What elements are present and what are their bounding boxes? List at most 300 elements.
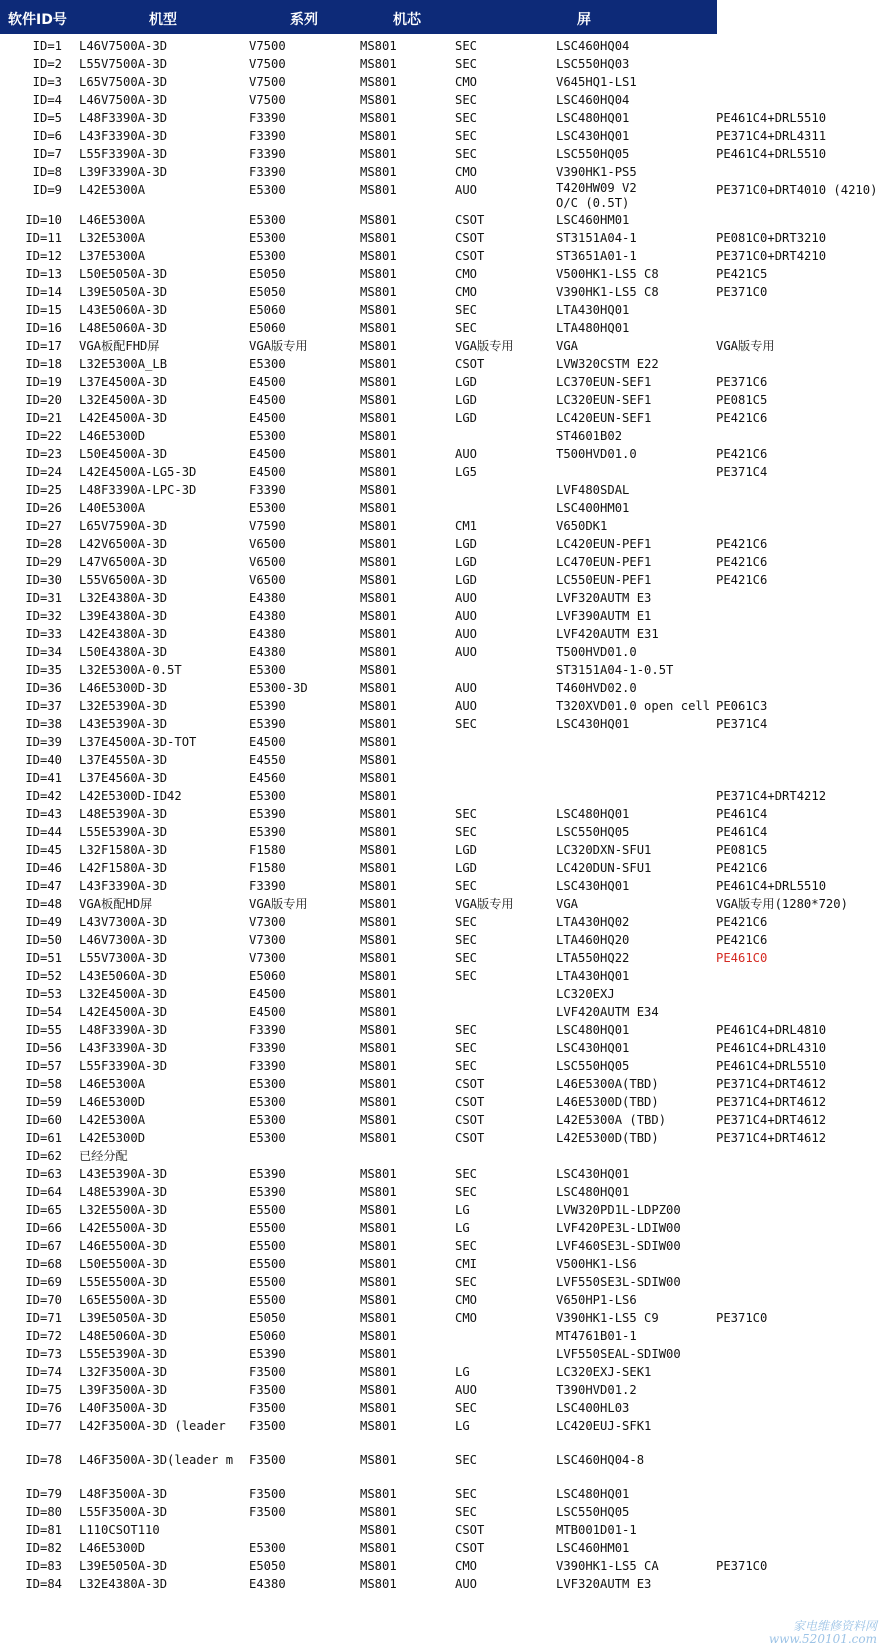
row-chassis: MS801 xyxy=(360,1365,397,1379)
row-series: E5050 xyxy=(249,267,286,281)
row-series: F3390 xyxy=(249,1023,286,1037)
row-model: L42E5300A xyxy=(79,1113,146,1127)
row-screen: LSC430HQ01 xyxy=(556,1167,630,1181)
row-screen: LC420EUJ-SFK1 xyxy=(556,1419,652,1433)
table-row xyxy=(0,229,893,247)
row-id: ID=56 xyxy=(25,1041,62,1055)
row-screen: V500HK1-LS6 xyxy=(556,1257,637,1271)
row-panel-maker: AUO xyxy=(455,627,478,641)
table-row xyxy=(0,355,893,373)
row-panel-maker: AUO xyxy=(455,699,478,713)
row-series: E4500 xyxy=(249,447,286,461)
row-board: PE371C4+DRT4612 xyxy=(716,1095,827,1109)
row-screen: ST3151A04-1 xyxy=(556,231,637,245)
row-model: L48F3390A-3D xyxy=(79,111,168,125)
row-board: PE461C4 xyxy=(716,807,768,821)
row-chassis: MS801 xyxy=(360,717,397,731)
row-chassis: MS801 xyxy=(360,357,397,371)
row-id: ID=68 xyxy=(25,1257,62,1271)
row-chassis: MS801 xyxy=(360,1167,397,1181)
table-header xyxy=(0,0,717,34)
row-board: PE371C0 xyxy=(716,1311,768,1325)
row-model: L46F3500A-3D(leader m xyxy=(79,1453,234,1467)
row-chassis: MS801 xyxy=(360,1131,397,1145)
row-model: L42E5300D-ID42 xyxy=(79,789,182,803)
row-panel-maker: SEC xyxy=(455,1185,478,1199)
row-id: ID=28 xyxy=(25,537,62,551)
row-series: E5390 xyxy=(249,825,286,839)
row-series: F3390 xyxy=(249,165,286,179)
row-id: ID=3 xyxy=(32,75,62,89)
row-series: E4380 xyxy=(249,645,286,659)
row-chassis: MS801 xyxy=(360,789,397,803)
row-board: PE421C6 xyxy=(716,861,768,875)
row-panel-maker: SEC xyxy=(455,717,478,731)
row-chassis: MS801 xyxy=(360,1275,397,1289)
row-model: L43F3390A-3D xyxy=(79,129,168,143)
row-panel-maker: AUO xyxy=(455,1383,478,1397)
row-screen: LSC550HQ05 xyxy=(556,1505,630,1519)
row-series: E5500 xyxy=(249,1257,286,1271)
table-row xyxy=(0,1183,893,1201)
row-id: ID=73 xyxy=(25,1347,62,1361)
row-id: ID=53 xyxy=(25,987,62,1001)
row-panel-maker: SEC xyxy=(455,951,478,965)
table-row xyxy=(0,571,893,589)
table-row xyxy=(0,1557,893,1575)
row-screen: LC420EUN-PEF1 xyxy=(556,537,652,551)
table-row xyxy=(0,985,893,1003)
row-screen: LVW320CSTM E22 xyxy=(556,357,659,371)
row-id: ID=9 xyxy=(32,183,62,197)
row-id: ID=75 xyxy=(25,1383,62,1397)
row-series: E5300 xyxy=(249,1113,286,1127)
row-screen: LVF480SDAL xyxy=(556,483,630,497)
table-row xyxy=(0,1485,893,1503)
row-panel-maker: SEC xyxy=(455,1401,478,1415)
row-id: ID=2 xyxy=(32,57,62,71)
row-chassis: MS801 xyxy=(360,1041,397,1055)
row-series: E5300 xyxy=(249,183,286,197)
row-screen: L46E5300A(TBD) xyxy=(556,1077,659,1091)
row-panel-maker: SEC xyxy=(455,1239,478,1253)
row-chassis: MS801 xyxy=(360,1095,397,1109)
table-row xyxy=(0,1291,893,1309)
row-screen: LC320EXJ xyxy=(556,987,615,1001)
row-id: ID=10 xyxy=(25,213,62,227)
table-row xyxy=(0,1075,893,1093)
row-model: L55V6500A-3D xyxy=(79,573,168,587)
row-chassis: MS801 xyxy=(360,897,397,911)
row-model: L39E5050A-3D xyxy=(79,285,168,299)
row-model: L50E5500A-3D xyxy=(79,1257,168,1271)
row-chassis: MS801 xyxy=(360,465,397,479)
row-id: ID=82 xyxy=(25,1541,62,1555)
header-screen: 屏 xyxy=(577,12,591,28)
table-row xyxy=(0,661,893,679)
row-panel-maker: LG xyxy=(455,1221,470,1235)
row-model: L65E5500A-3D xyxy=(79,1293,168,1307)
table-row xyxy=(0,283,893,301)
row-series: V7590 xyxy=(249,519,286,533)
row-id: ID=43 xyxy=(25,807,62,821)
row-board: PE461C4+DRL4810 xyxy=(716,1023,827,1037)
row-screen: LTA430HQ01 xyxy=(556,969,630,983)
row-model: L65V7500A-3D xyxy=(79,75,168,89)
row-series: E5300-3D xyxy=(249,681,308,695)
row-board: PE371C0+DRT4210 xyxy=(716,249,827,263)
row-screen: MT4761B01-1 xyxy=(556,1329,637,1343)
row-board: PE371C0 xyxy=(716,1559,768,1573)
row-screen: LC320DXN-SFU1 xyxy=(556,843,652,857)
row-chassis: MS801 xyxy=(360,573,397,587)
watermark xyxy=(769,1620,877,1646)
row-model: L48F3390A-LPC-3D xyxy=(79,483,197,497)
row-id: ID=20 xyxy=(25,393,62,407)
row-id: ID=18 xyxy=(25,357,62,371)
row-chassis: MS801 xyxy=(360,375,397,389)
table-row xyxy=(0,463,893,481)
row-model: L42E4500A-3D xyxy=(79,1005,168,1019)
row-id: ID=42 xyxy=(25,789,62,803)
row-series: E5390 xyxy=(249,699,286,713)
row-series: V7500 xyxy=(249,93,286,107)
row-series: E4560 xyxy=(249,771,286,785)
row-model: L32E4500A-3D xyxy=(79,393,168,407)
row-model: L48E5060A-3D xyxy=(79,321,168,335)
row-panel-maker: LGD xyxy=(455,375,478,389)
row-chassis: MS801 xyxy=(360,231,397,245)
row-series: F3500 xyxy=(249,1365,286,1379)
row-model: L42F3500A-3D (leader xyxy=(79,1419,226,1433)
row-chassis: MS801 xyxy=(360,303,397,317)
row-panel-maker: CSOT xyxy=(455,1523,485,1537)
row-id: ID=30 xyxy=(25,573,62,587)
row-panel-maker: VGA版专用 xyxy=(455,339,514,353)
row-chassis: MS801 xyxy=(360,183,397,197)
row-series: E5050 xyxy=(249,285,286,299)
row-model: L32E5300A-0.5T xyxy=(79,663,182,677)
row-panel-maker: SEC xyxy=(455,1041,478,1055)
row-id: ID=34 xyxy=(25,645,62,659)
row-board: PE081C5 xyxy=(716,393,768,407)
row-series: V7500 xyxy=(249,75,286,89)
table-row xyxy=(0,517,893,535)
row-board: PE461C4+DRL5510 xyxy=(716,1059,827,1073)
row-panel-maker: CSOT xyxy=(455,249,485,263)
table-row xyxy=(0,73,893,91)
table-row xyxy=(0,337,893,355)
table-row xyxy=(0,967,893,985)
row-series: E4500 xyxy=(249,411,286,425)
row-panel-maker: CSOT xyxy=(455,1095,485,1109)
row-series: V6500 xyxy=(249,555,286,569)
row-board: PE061C3 xyxy=(716,699,768,713)
row-id: ID=17 xyxy=(25,339,62,353)
row-series: E5300 xyxy=(249,429,286,443)
row-series: F3390 xyxy=(249,129,286,143)
row-model: L46V7300A-3D xyxy=(79,933,168,947)
row-chassis: MS801 xyxy=(360,267,397,281)
row-chassis: MS801 xyxy=(360,501,397,515)
table-row xyxy=(0,1539,893,1557)
table-row xyxy=(0,895,893,913)
row-screen: LTA430HQ02 xyxy=(556,915,630,929)
row-series: E5060 xyxy=(249,321,286,335)
table-row xyxy=(0,625,893,643)
row-panel-maker: SEC xyxy=(455,1059,478,1073)
row-model: L32E5300A xyxy=(79,231,146,245)
row-series: E4500 xyxy=(249,1005,286,1019)
row-model: L65V7590A-3D xyxy=(79,519,168,533)
row-chassis: MS801 xyxy=(360,735,397,749)
row-series: E5300 xyxy=(249,1541,286,1555)
row-chassis: MS801 xyxy=(360,1329,397,1343)
row-screen-line2: O/C (0.5T) xyxy=(556,196,630,210)
row-series: E4500 xyxy=(249,393,286,407)
row-chassis: MS801 xyxy=(360,1541,397,1555)
row-panel-maker: SEC xyxy=(455,1453,478,1467)
row-panel-maker: SEC xyxy=(455,969,478,983)
row-board: PE421C6 xyxy=(716,915,768,929)
row-board: PE371C6 xyxy=(716,375,768,389)
row-panel-maker: CSOT xyxy=(455,231,485,245)
row-series: F3390 xyxy=(249,147,286,161)
row-series: F3390 xyxy=(249,879,286,893)
row-series: E4380 xyxy=(249,609,286,623)
row-chassis: MS801 xyxy=(360,1257,397,1271)
row-series: E5060 xyxy=(249,1329,286,1343)
row-id: ID=55 xyxy=(25,1023,62,1037)
row-series: V7300 xyxy=(249,951,286,965)
row-model: L39E4380A-3D xyxy=(79,609,168,623)
row-panel-maker: CMO xyxy=(455,267,478,281)
table-row xyxy=(0,1309,893,1327)
row-model: L39E5050A-3D xyxy=(79,1311,168,1325)
row-series: VGA版专用 xyxy=(249,897,308,911)
row-id: ID=49 xyxy=(25,915,62,929)
row-chassis: MS801 xyxy=(360,807,397,821)
table-row xyxy=(0,109,893,127)
table-row xyxy=(0,211,893,229)
row-screen: MTB001D01-1 xyxy=(556,1523,637,1537)
row-model: L55E5390A-3D xyxy=(79,1347,168,1361)
row-id: ID=76 xyxy=(25,1401,62,1415)
row-id: ID=51 xyxy=(25,951,62,965)
row-panel-maker: CSOT xyxy=(455,1113,485,1127)
row-chassis: MS801 xyxy=(360,75,397,89)
table-row xyxy=(0,1129,893,1147)
table-row xyxy=(0,1093,893,1111)
row-chassis: MS801 xyxy=(360,1203,397,1217)
row-model: L37E4500A-3D-TOT xyxy=(79,735,197,749)
table-row xyxy=(0,1237,893,1255)
row-screen: LSC400HM01 xyxy=(556,501,630,515)
row-chassis: MS801 xyxy=(360,681,397,695)
row-screen: V500HK1-LS5 C8 xyxy=(556,267,659,281)
row-screen: ST3651A01-1 xyxy=(556,249,637,263)
row-board: PE421C6 xyxy=(716,537,768,551)
row-id: ID=35 xyxy=(25,663,62,677)
row-series: V7300 xyxy=(249,933,286,947)
row-id: ID=14 xyxy=(25,285,62,299)
row-model: L43F3390A-3D xyxy=(79,1041,168,1055)
row-screen: LVF420PE3L-LDIW00 xyxy=(556,1221,681,1235)
row-id: ID=60 xyxy=(25,1113,62,1127)
row-model: L46E5300D xyxy=(79,429,146,443)
row-board: PE371C4+DRL4311 xyxy=(716,129,827,143)
row-model: L43E5390A-3D xyxy=(79,1167,168,1181)
table-row xyxy=(0,877,893,895)
table-row xyxy=(0,1057,893,1075)
row-series: E5060 xyxy=(249,969,286,983)
table-row xyxy=(0,1417,893,1451)
row-id: ID=62 xyxy=(25,1149,62,1163)
table-row xyxy=(0,427,893,445)
row-screen: L42E5300D(TBD) xyxy=(556,1131,659,1145)
row-screen: LSC550HQ05 xyxy=(556,825,630,839)
row-chassis: MS801 xyxy=(360,627,397,641)
row-panel-maker: CMO xyxy=(455,1293,478,1307)
row-chassis: MS801 xyxy=(360,933,397,947)
table-row xyxy=(0,265,893,283)
row-series: E5300 xyxy=(249,357,286,371)
row-id: ID=81 xyxy=(25,1523,62,1537)
row-panel-maker: LGD xyxy=(455,555,478,569)
row-screen: V390HK1-LS5 CA xyxy=(556,1559,659,1573)
row-chassis: MS801 xyxy=(360,843,397,857)
row-screen: LSC430HQ01 xyxy=(556,879,630,893)
row-screen: LSC480HQ01 xyxy=(556,1185,630,1199)
row-panel-maker: AUO xyxy=(455,447,478,461)
row-series: E4550 xyxy=(249,753,286,767)
row-model: 已经分配 xyxy=(79,1149,128,1163)
table-row xyxy=(0,319,893,337)
row-id: ID=4 xyxy=(32,93,62,107)
row-screen: V390HK1-LS5 C8 xyxy=(556,285,659,299)
row-panel-maker: LG xyxy=(455,1203,470,1217)
row-screen: LC420EUN-SEF1 xyxy=(556,411,652,425)
row-id: ID=58 xyxy=(25,1077,62,1091)
row-chassis: MS801 xyxy=(360,663,397,677)
row-model: L40F3500A-3D xyxy=(79,1401,168,1415)
row-screen: LSC550HQ05 xyxy=(556,147,630,161)
table-row xyxy=(0,1021,893,1039)
row-series: E5300 xyxy=(249,1095,286,1109)
table-row xyxy=(0,1201,893,1219)
row-screen: T500HVD01.0 xyxy=(556,447,637,461)
row-board: PE371C4 xyxy=(716,465,768,479)
row-chassis: MS801 xyxy=(360,129,397,143)
table-body xyxy=(0,37,893,1593)
table-row xyxy=(0,1327,893,1345)
row-id: ID=1 xyxy=(32,39,62,53)
row-chassis: MS801 xyxy=(360,879,397,893)
row-model: L47V6500A-3D xyxy=(79,555,168,569)
table-row xyxy=(0,1219,893,1237)
table-row xyxy=(0,55,893,73)
row-chassis: MS801 xyxy=(360,1383,397,1397)
row-panel-maker: SEC xyxy=(455,807,478,821)
row-model: L110CSOT110 xyxy=(79,1523,160,1537)
row-id: ID=36 xyxy=(25,681,62,695)
row-panel-maker: CMO xyxy=(455,165,478,179)
row-id: ID=6 xyxy=(32,129,62,143)
row-screen: LSC480HQ01 xyxy=(556,1023,630,1037)
row-model: L32E5300A_LB xyxy=(79,357,168,371)
row-series: E5300 xyxy=(249,231,286,245)
row-chassis: MS801 xyxy=(360,1577,397,1591)
row-series: E5500 xyxy=(249,1275,286,1289)
row-screen: V390HK1-PS5 xyxy=(556,165,637,179)
row-chassis: MS801 xyxy=(360,699,397,713)
row-screen: LVF320AUTM E3 xyxy=(556,1577,652,1591)
row-panel-maker: LGD xyxy=(455,573,478,587)
row-board: PE371C4+DRT4212 xyxy=(716,789,827,803)
row-chassis: MS801 xyxy=(360,555,397,569)
row-model: VGA板配HD屏 xyxy=(79,897,153,911)
row-board: PE371C4 xyxy=(716,717,768,731)
row-model: L55F3500A-3D xyxy=(79,1505,168,1519)
row-series: E4500 xyxy=(249,735,286,749)
table-row xyxy=(0,127,893,145)
row-series: E5390 xyxy=(249,1185,286,1199)
row-id: ID=66 xyxy=(25,1221,62,1235)
row-chassis: MS801 xyxy=(360,1487,397,1501)
row-id: ID=23 xyxy=(25,447,62,461)
row-screen: LC320EUN-SEF1 xyxy=(556,393,652,407)
header-id: 软件ID号 xyxy=(8,12,67,28)
row-series: F1580 xyxy=(249,843,286,857)
row-panel-maker: SEC xyxy=(455,321,478,335)
watermark-line2: www.520101.com xyxy=(768,1632,877,1646)
row-screen: LTA460HQ20 xyxy=(556,933,630,947)
table-row xyxy=(0,949,893,967)
table-row xyxy=(0,1039,893,1057)
row-chassis: MS801 xyxy=(360,987,397,1001)
row-id: ID=44 xyxy=(25,825,62,839)
row-chassis: MS801 xyxy=(360,393,397,407)
row-model: L42E5300A xyxy=(79,183,146,197)
row-panel-maker: SEC xyxy=(455,147,478,161)
row-model: L39E5050A-3D xyxy=(79,1559,168,1573)
row-series: F3500 xyxy=(249,1383,286,1397)
row-model: L48E5390A-3D xyxy=(79,1185,168,1199)
row-chassis: MS801 xyxy=(360,753,397,767)
table-row xyxy=(0,91,893,109)
row-series: E5300 xyxy=(249,213,286,227)
row-chassis: MS801 xyxy=(360,1221,397,1235)
row-board: PE461C4 xyxy=(716,825,768,839)
row-chassis: MS801 xyxy=(360,1505,397,1519)
row-panel-maker: SEC xyxy=(455,303,478,317)
row-screen: LVF460SE3L-SDIW00 xyxy=(556,1239,681,1253)
row-screen: LSC480HQ01 xyxy=(556,1487,630,1501)
row-chassis: MS801 xyxy=(360,57,397,71)
row-model: L37E4500A-3D xyxy=(79,375,168,389)
row-panel-maker: CMO xyxy=(455,75,478,89)
row-panel-maker: CSOT xyxy=(455,1541,485,1555)
row-id: ID=80 xyxy=(25,1505,62,1519)
row-panel-maker: LG xyxy=(455,1365,470,1379)
row-panel-maker: SEC xyxy=(455,129,478,143)
watermark-line1: 家电维修资料网 xyxy=(792,1619,877,1633)
row-chassis: MS801 xyxy=(360,111,397,125)
row-screen: V645HQ1-LS1 xyxy=(556,75,637,89)
row-chassis: MS801 xyxy=(360,537,397,551)
row-id: ID=65 xyxy=(25,1203,62,1217)
row-model: L46E5300D xyxy=(79,1541,146,1555)
